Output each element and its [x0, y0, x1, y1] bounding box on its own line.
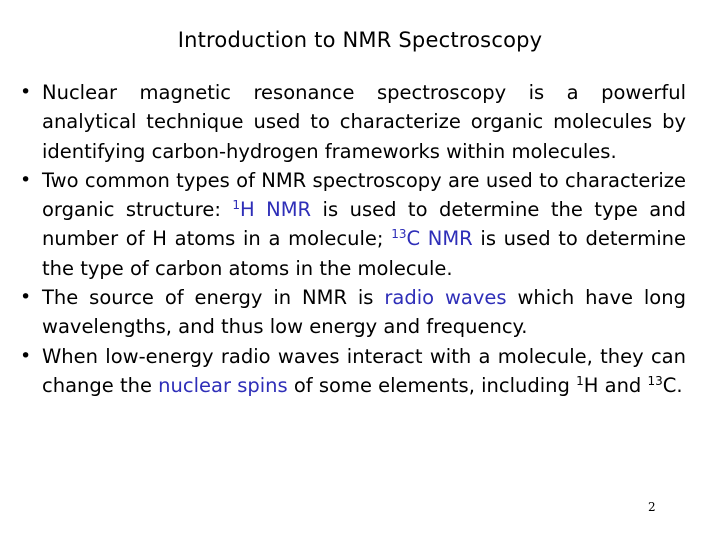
- c-nmr-description: is used to determine the type of carbon atoms in the molecule.: [42, 227, 686, 280]
- bullet-text: Two common types of NMR spectroscopy are used to characterize organic structure:: [42, 168, 686, 222]
- c13-superscript: 13: [391, 227, 407, 242]
- c13-superscript: 13: [647, 373, 663, 388]
- c-nmr-label: C NMR: [406, 227, 473, 251]
- bullet-text: The source of energy in NMR is: [42, 286, 385, 310]
- radio-waves-highlight: radio waves: [384, 286, 507, 310]
- bullet-marker: •: [20, 168, 32, 191]
- h-nmr-label: H NMR: [240, 198, 312, 222]
- bullet-item-nmr-definition: [20, 78, 686, 166]
- bullet-marker: •: [20, 344, 32, 367]
- c-element-text: C.: [662, 373, 683, 397]
- slide-title: Introduction to NMR Spectroscopy: [177, 28, 543, 52]
- bullet-item-nuclear-spins: [20, 342, 686, 401]
- bullet-text: Nuclear magnetic resonance spectroscopy is a powerful analytical technique used to characterize organic molecules by identifying carbon-hydrogen frameworks within molecules.: [42, 81, 686, 163]
- page-number: 2: [648, 500, 656, 514]
- h-element-text: H and: [583, 373, 648, 397]
- bullet-item-energy-source: [20, 283, 686, 342]
- h-nmr-description: is used to determine the type and number of H atoms in a molecule;: [42, 198, 686, 251]
- bullet-item-nmr-types: [20, 166, 686, 283]
- bullet-text: When low-energy radio waves interact with a molecule, they can change the: [42, 344, 686, 397]
- bullet-marker: •: [20, 81, 32, 103]
- bullet-text-continued: of some elements, including: [287, 373, 577, 397]
- h1-superscript: 1: [576, 373, 584, 388]
- nuclear-spins-highlight: nuclear spins: [158, 373, 288, 397]
- bullet-text-continued: which have long wavelengths, and thus low energy and frequency.: [42, 286, 686, 339]
- h1-superscript: 1: [232, 198, 241, 213]
- bullet-list: [20, 78, 686, 400]
- bullet-marker: •: [20, 286, 32, 309]
